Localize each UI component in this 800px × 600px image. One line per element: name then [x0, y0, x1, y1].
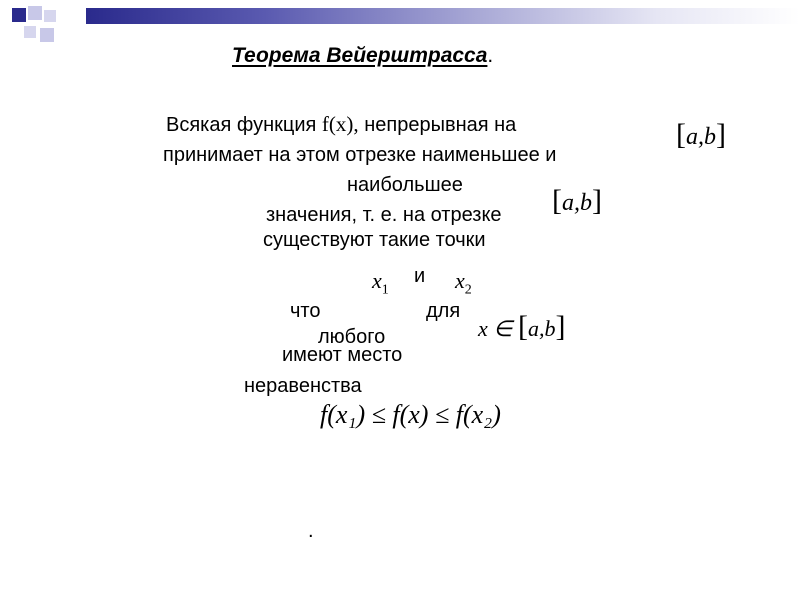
- text-every-function: Всякая функция: [166, 114, 317, 136]
- text-chto: что: [290, 300, 321, 322]
- x2-var: x: [455, 268, 465, 293]
- text-continuous-on: непрерывная на: [364, 114, 517, 136]
- text-lyubogo: любого: [318, 326, 386, 348]
- text-and: и: [414, 265, 426, 287]
- math-x1: [372, 268, 389, 298]
- text-imeyut-mesto: имеют место: [282, 344, 403, 366]
- x-in-text: x ∈: [478, 316, 513, 341]
- math-fx: f(x),: [321, 112, 359, 136]
- decor-square-3: [44, 10, 56, 22]
- segment-ab-3-text: a,b: [527, 316, 556, 341]
- decor-square-2: [28, 6, 42, 20]
- slide-title: [232, 44, 493, 68]
- theorem-line-1: [166, 112, 516, 137]
- slide-title-text: Теорема Вейерштрасса: [232, 44, 488, 67]
- math-inequality: f(x₁) ≤ f(x) ≤ f(x₂): [320, 400, 501, 429]
- decor-square-4: [24, 26, 36, 38]
- decor-square-1: [12, 8, 26, 22]
- math-x2: [455, 268, 472, 298]
- header-gradient-bar: [86, 8, 800, 24]
- math-segment-ab-2: [a,b]: [552, 184, 602, 217]
- x1-sub: 1: [381, 282, 389, 298]
- text-neravenstva: неравенства: [244, 375, 362, 397]
- x1-var: x: [372, 268, 382, 293]
- segment-ab-2-text: a,b: [562, 190, 592, 216]
- math-x-in-ab: x ∈ [a,b]: [478, 310, 566, 343]
- math-segment-ab-1: [a,b]: [676, 118, 726, 151]
- theorem-line-4: значения, т. е. на отрезке: [266, 204, 502, 226]
- slide-title-dot: .: [487, 44, 494, 67]
- theorem-line-5: существуют такие точки: [263, 229, 486, 251]
- theorem-line-2: принимает на этом отрезке наименьшее и: [163, 144, 557, 166]
- trailing-dot: .: [308, 520, 314, 542]
- text-dlya: для: [426, 300, 461, 322]
- x2-sub: 2: [464, 282, 472, 298]
- segment-ab-1-text: a,b: [686, 124, 716, 150]
- theorem-line-3: наибольшее: [347, 174, 463, 196]
- decor-square-5: [40, 28, 54, 42]
